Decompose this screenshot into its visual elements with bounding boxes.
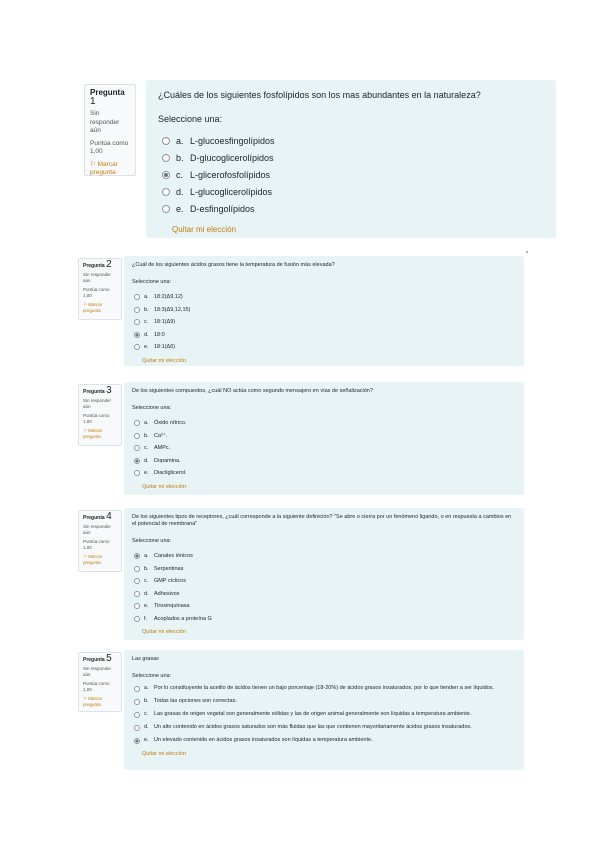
radio-button[interactable]	[134, 725, 140, 731]
option-label: Las grasas de origen vegetal son generalmente sólidas y las de origen animal generalmente son líquidas a temperatura ambiente.	[154, 711, 472, 717]
option-letter: c.	[144, 578, 149, 585]
question-number: Pregunta 4	[83, 511, 112, 522]
flag-question-link[interactable]: ⚐ Marcar pregunta	[83, 428, 103, 439]
option-label: Canales iónicos	[154, 553, 193, 560]
question-points: Puntúa como 1,00	[83, 287, 110, 298]
option-letter: d.	[176, 186, 184, 197]
flag-icon: ⚐	[90, 160, 98, 168]
option-label: Un alto contenido en ácidos grasos saturados son más fluidas que las que contienen mayoritariamente ácidos grasos insaturados.	[154, 724, 472, 730]
answer-option[interactable]	[132, 575, 516, 588]
answer-option[interactable]	[158, 183, 544, 200]
option-letter: a.	[144, 294, 149, 301]
question-number: Pregunta 5	[83, 653, 112, 664]
answer-prompt: Seleccione una:	[132, 673, 172, 679]
option-label: Ca²⁺.	[154, 432, 168, 439]
option-label: AMPc.	[154, 445, 171, 452]
radio-button[interactable]	[134, 458, 140, 464]
question-status: Sin responder aún	[83, 524, 112, 535]
radio-button[interactable]	[134, 699, 140, 705]
option-letter: b.	[144, 306, 149, 313]
option-letter: a.	[176, 135, 184, 146]
answer-option[interactable]	[132, 467, 516, 480]
radio-button[interactable]	[134, 591, 140, 597]
answer-options	[132, 685, 516, 747]
answer-option[interactable]	[132, 316, 516, 329]
option-label: Tirosinquinasa	[154, 603, 190, 610]
option-letter: c.	[144, 711, 149, 717]
question-status: Sin responder aún	[83, 666, 112, 677]
radio-button[interactable]	[134, 566, 140, 572]
question-info	[78, 384, 122, 446]
flag-icon: ⚐	[83, 696, 89, 701]
answer-options	[132, 291, 516, 354]
radio-button[interactable]	[134, 344, 140, 350]
flag-question-link[interactable]: ⚐ Marcar pregunta	[83, 696, 103, 707]
question-content	[124, 256, 524, 366]
answer-prompt: Seleccione una:	[158, 114, 223, 124]
answer-prompt: Seleccione una:	[132, 405, 172, 411]
option-label: Diacilglicerol.	[154, 470, 187, 477]
question-content	[124, 382, 524, 495]
question-points: Puntúa como 1,00	[90, 139, 129, 155]
option-label: L-glucoesfingolípidos	[190, 135, 275, 146]
question-content	[146, 80, 556, 238]
option-letter: e.	[176, 203, 184, 214]
question-status: Sin responder aún	[90, 110, 120, 134]
question-text: ¿Cuáles de los siguientes fosfolípidos son los mas abundantes en la naturaleza?	[158, 90, 481, 100]
option-letter: c.	[144, 445, 149, 452]
option-label: Dopamina.	[154, 457, 181, 464]
option-label: D-esfingolípidos	[190, 203, 255, 214]
question-text: ¿Cuál de los siguientes ácidos grasos tiene la temperatura de fusión más elevada?	[132, 262, 335, 268]
option-label: L-glicerofosfolípidos	[190, 169, 271, 180]
option-label: 18:2(Δ9,12)	[154, 294, 183, 301]
option-label: Un elevado contenido en ácidos grasos insaturados son líquidas a temperatura ambiente.	[154, 737, 373, 743]
option-label: Todas las opciones son correctas.	[154, 698, 237, 704]
answer-option[interactable]	[158, 166, 544, 183]
question-status: Sin responder aún	[83, 272, 112, 283]
flag-icon: ⚐	[83, 428, 89, 433]
clear-choice-link[interactable]: Quitar mi elección	[142, 483, 187, 490]
answer-option[interactable]	[132, 329, 516, 342]
option-label: L-glucoglicerolípidos	[190, 186, 273, 197]
answer-option[interactable]	[132, 442, 516, 455]
option-letter: e.	[144, 603, 149, 610]
radio-button[interactable]	[134, 294, 140, 300]
option-label: Óxido nítrico.	[154, 420, 187, 427]
question-number: Pregunta 3	[83, 385, 112, 396]
radio-button[interactable]	[134, 712, 140, 718]
answer-option[interactable]	[132, 737, 516, 747]
radio-button[interactable]	[134, 332, 140, 338]
radio-button[interactable]	[134, 578, 140, 584]
option-letter: d.	[144, 457, 149, 464]
option-label: GMP cíclicos	[154, 578, 186, 585]
answer-option[interactable]	[132, 724, 516, 734]
question-info	[84, 84, 136, 176]
flag-icon: ⚐	[83, 554, 89, 559]
option-letter: b.	[144, 698, 149, 704]
option-letter: b.	[144, 565, 149, 572]
radio-button[interactable]	[134, 616, 140, 622]
radio-button[interactable]	[134, 420, 140, 426]
radio-button[interactable]	[134, 445, 140, 451]
answer-option[interactable]	[132, 698, 516, 708]
answer-option[interactable]	[158, 149, 544, 166]
radio-button[interactable]	[134, 470, 140, 476]
question-status: Sin responder aún	[83, 398, 112, 409]
question-number: Pregunta 2	[83, 259, 112, 270]
clear-choice-link[interactable]: Quitar mi elección	[142, 751, 187, 757]
option-label: Por lo constituyente la acetilo de ácidos tienen un bajo porcentaje (18-20%) de ácidos grasos insaturados, por lo que tienden a ser líquidos.	[154, 685, 494, 691]
decorative-dot	[526, 251, 528, 253]
option-label: 18:1(Δ9)	[154, 319, 176, 326]
question-text: De los siguientes compuestos, ¿cuál NO actúa como segundo mensajero en vías de señalización?	[132, 388, 373, 394]
answer-option[interactable]	[132, 600, 516, 613]
radio-button[interactable]	[162, 137, 170, 145]
answer-option[interactable]	[132, 455, 516, 468]
option-label: D-glucoglicerolípidos	[190, 152, 274, 163]
answer-option[interactable]	[132, 417, 516, 430]
answer-option[interactable]	[132, 613, 516, 626]
option-letter: e.	[144, 737, 149, 743]
question-text: Las grasas	[132, 656, 159, 662]
option-letter: a.	[144, 553, 149, 560]
answer-options	[132, 417, 516, 480]
radio-button[interactable]	[162, 154, 170, 162]
answer-prompt: Seleccione una:	[132, 279, 172, 285]
radio-button[interactable]	[134, 319, 140, 325]
radio-button[interactable]	[134, 433, 140, 439]
answer-option[interactable]	[132, 563, 516, 576]
option-label: Serpentinas	[154, 565, 184, 572]
option-letter: a.	[144, 420, 149, 427]
clear-choice-link[interactable]: Quitar mi elección	[172, 225, 237, 234]
answer-prompt: Seleccione una:	[132, 538, 172, 544]
radio-button[interactable]	[134, 738, 140, 744]
answer-option[interactable]	[132, 685, 516, 695]
option-label: Adhesivos	[154, 590, 180, 597]
option-letter: c.	[176, 169, 184, 180]
option-letter: f.	[144, 615, 148, 622]
answer-option[interactable]	[132, 304, 516, 317]
answer-option[interactable]	[132, 588, 516, 601]
question-info	[78, 652, 122, 712]
question-points: Puntúa como 1,00	[83, 413, 110, 424]
radio-button[interactable]	[162, 188, 170, 196]
option-label: Acoplados a proteína G	[154, 615, 212, 622]
radio-button[interactable]	[134, 686, 140, 692]
clear-choice-link[interactable]: Quitar mi elección	[142, 629, 187, 635]
option-letter: c.	[144, 319, 149, 326]
question-points: Puntúa como 1,00	[83, 681, 110, 692]
clear-choice-link[interactable]: Quitar mi elección	[142, 357, 187, 364]
flag-question-link[interactable]: ⚐ Marcar pregunta	[90, 160, 118, 176]
question-points: Puntúa como 1,00	[83, 539, 110, 550]
option-letter: d.	[144, 590, 149, 597]
radio-button[interactable]	[134, 603, 140, 609]
option-label: 18:1(Δ6)	[154, 344, 176, 351]
question-info	[78, 258, 122, 320]
option-label: 18:3(Δ9,12,15)	[154, 306, 191, 313]
option-letter: a.	[144, 685, 149, 691]
option-letter: b.	[144, 432, 149, 439]
answer-option[interactable]	[132, 711, 516, 721]
option-letter: d.	[144, 724, 149, 730]
flag-question-link[interactable]: ⚐ Marcar pregunta	[83, 554, 103, 565]
option-letter: d.	[144, 331, 149, 338]
answer-option[interactable]	[158, 200, 544, 217]
radio-button[interactable]	[162, 171, 170, 179]
radio-button[interactable]	[134, 307, 140, 313]
answer-option[interactable]	[132, 430, 516, 443]
answer-option[interactable]	[132, 550, 516, 563]
question-text: De los siguientes tipos de receptores, ¿cuál corresponde a la siguiente definición? "Se abre o cierra por un fenómeno ligando, o en respuesta a cambios en el potencial de membrana"	[132, 514, 512, 527]
answer-option[interactable]	[158, 132, 544, 149]
option-letter: e.	[144, 344, 149, 351]
question-content	[124, 650, 524, 770]
answer-option[interactable]	[132, 341, 516, 354]
answer-options	[158, 132, 544, 217]
option-letter: b.	[176, 152, 184, 163]
radio-button[interactable]	[134, 553, 140, 559]
option-label: 18:0	[154, 331, 165, 338]
option-letter: e.	[144, 470, 149, 477]
flag-icon: ⚐	[83, 302, 89, 307]
radio-button[interactable]	[162, 205, 170, 213]
answer-options	[132, 550, 516, 625]
answer-option[interactable]	[132, 291, 516, 304]
question-content	[124, 508, 524, 640]
flag-question-link[interactable]: ⚐ Marcar pregunta	[83, 302, 103, 313]
question-number: Pregunta 1	[90, 88, 125, 107]
question-info	[78, 510, 122, 572]
